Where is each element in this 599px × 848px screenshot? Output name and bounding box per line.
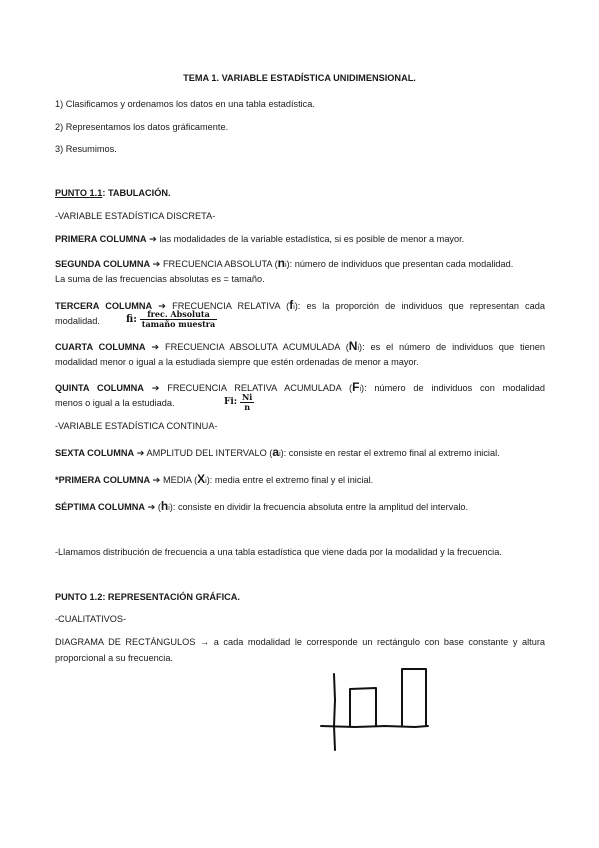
column-text-pre: ( xyxy=(157,502,161,512)
column-label: SEGUNDA COLUMNA xyxy=(55,259,151,269)
column-text-post: ): consiste en dividir la frecuencia absoluta entre la amplitud del intervalo. xyxy=(169,502,469,512)
symbol: F xyxy=(352,380,360,394)
column-2-definition xyxy=(55,257,545,272)
column-text-post: ): consiste en restar el extremo final al extremo inicial. xyxy=(280,448,500,458)
formula-numerator: Ni xyxy=(241,392,253,402)
column-3-line-2: modalidad. xyxy=(55,316,100,326)
sketch-bar-2 xyxy=(402,669,426,726)
column-media-definition xyxy=(55,473,545,488)
section-heading-1-1 xyxy=(55,187,545,199)
column-label: CUARTA COLUMNA xyxy=(55,342,146,352)
column-text-pre: AMPLITUD DEL INTERVALO ( xyxy=(146,448,273,458)
symbol-subscript: i xyxy=(279,451,281,458)
formula-fraction xyxy=(240,393,254,412)
symbol-subscript: i xyxy=(284,262,287,269)
column-5-definition xyxy=(55,381,545,396)
sketch-bar-1 xyxy=(350,688,376,726)
column-text-post: ): número de individuos que presentan cada modalidad. xyxy=(286,259,514,269)
column-text-post: ): es el número de individuos que tienen xyxy=(359,342,546,352)
document-title: TEMA 1. VARIABLE ESTADÍSTICA UNIDIMENSIONAL. xyxy=(183,73,416,83)
column-1-definition xyxy=(55,233,545,245)
column-label: SEXTA COLUMNA xyxy=(55,448,135,458)
column-text: las modalidades de la variable estadística, si es posible de menor a mayor. xyxy=(159,234,465,244)
hand-drawn-bar-diagram xyxy=(315,660,435,755)
symbol-subscript: i xyxy=(168,505,170,512)
column-text-post: ): media entre el extremo final y el inicial. xyxy=(206,475,374,485)
symbol: h xyxy=(160,499,169,513)
arrow-icon: ➔ xyxy=(147,502,156,512)
cumulative-relative-frequency-formula xyxy=(224,393,254,412)
formula-lhs: Fi: xyxy=(224,397,238,407)
column-2-line-2: La suma de las frecuencias absolutas es = tamaño. xyxy=(55,274,265,284)
intro-step-1: 1) Clasificamos y ordenamos los datos en una tabla estadística. xyxy=(55,99,315,109)
section-title: : TABULACIÓN. xyxy=(102,188,171,198)
column-label: *PRIMERA COLUMNA xyxy=(55,475,151,485)
relative-frequency-formula xyxy=(126,310,217,329)
arrow-icon: ➔ xyxy=(151,383,160,393)
formula-fraction xyxy=(140,310,217,329)
sketch-x-axis xyxy=(321,726,428,727)
column-label: QUINTA COLUMNA xyxy=(55,383,144,393)
column-label: SÉPTIMA COLUMNA xyxy=(55,502,145,512)
arrow-icon: ➔ xyxy=(158,301,166,311)
arrow-icon: ➔ xyxy=(136,448,145,458)
column-7-definition xyxy=(55,500,545,515)
column-label: PRIMERA COLUMNA xyxy=(55,234,147,244)
symbol-subscript: i xyxy=(359,386,362,393)
symbol: a xyxy=(272,445,280,459)
symbol: X xyxy=(197,472,206,486)
formula-numerator: frec. Absoluta xyxy=(140,310,217,320)
column-text-pre: MEDIA ( xyxy=(162,475,198,485)
column-5-line-2: menos o igual a la estudiada. xyxy=(55,398,175,408)
subsection-cualitativos: -CUALITATIVOS- xyxy=(55,614,127,624)
intro-step-3: 3) Resumimos. xyxy=(55,144,117,154)
symbol-subscript: i xyxy=(293,304,295,311)
column-text-pre: FRECUENCIA ABSOLUTA ( xyxy=(162,259,278,269)
formula-denominator: n xyxy=(244,402,251,412)
column-text-post: ): número de individuos con modalidad xyxy=(361,383,546,393)
symbol: N xyxy=(348,339,358,353)
symbol-subscript: i xyxy=(205,478,207,485)
arrow-icon: ➔ xyxy=(151,342,160,352)
subsection-discreta: -VARIABLE ESTADÍSTICA DISCRETA- xyxy=(55,211,216,221)
formula-denominator: tamaño muestra xyxy=(141,319,216,329)
column-text-pre: FRECUENCIA RELATIVA ACUMULADA ( xyxy=(167,383,353,393)
symbol-subscript: i xyxy=(357,345,360,352)
section-heading-1-2: PUNTO 1.2: REPRESENTACIÓN GRÁFICA. xyxy=(55,592,240,602)
distribution-definition: -Llamamos distribución de frecuencia a una tabla estadística que viene dada por la modalidad y la frecuencia. xyxy=(55,547,502,557)
sketch-y-axis xyxy=(334,674,335,750)
intro-step-2: 2) Representamos los datos gráficamente. xyxy=(55,122,229,132)
column-label: TERCERA COLUMNA xyxy=(55,301,153,311)
column-text-pre: FRECUENCIA RELATIVA ( xyxy=(172,301,290,311)
arrow-icon: ➔ xyxy=(152,475,161,485)
column-text-post: ): es la proporción de individuos que representan cada xyxy=(294,301,545,311)
symbol: f xyxy=(289,298,294,312)
diagram-definition-line-2: proporcional a su frecuencia. xyxy=(55,653,173,663)
section-number: PUNTO 1.1 xyxy=(55,188,103,198)
symbol: n xyxy=(277,256,285,270)
column-6-definition xyxy=(55,446,545,461)
column-text-pre: FRECUENCIA ABSOLUTA ACUMULADA ( xyxy=(164,342,349,352)
column-4-definition xyxy=(55,340,545,355)
subsection-continua: -VARIABLE ESTADÍSTICA CONTINUA- xyxy=(55,421,218,431)
arrow-icon: ➔ xyxy=(152,259,161,269)
diagram-definition: DIAGRAMA DE RECTÁNGULOS → a cada modalidad le corresponde un rectángulo con base constante y altura xyxy=(55,637,545,647)
column-4-line-2: modalidad menor o igual a la estudiada siempre que estén ordenadas de menor a mayor. xyxy=(55,357,419,367)
formula-lhs: fi: xyxy=(126,314,137,325)
arrow-icon: ➔ xyxy=(149,234,157,244)
